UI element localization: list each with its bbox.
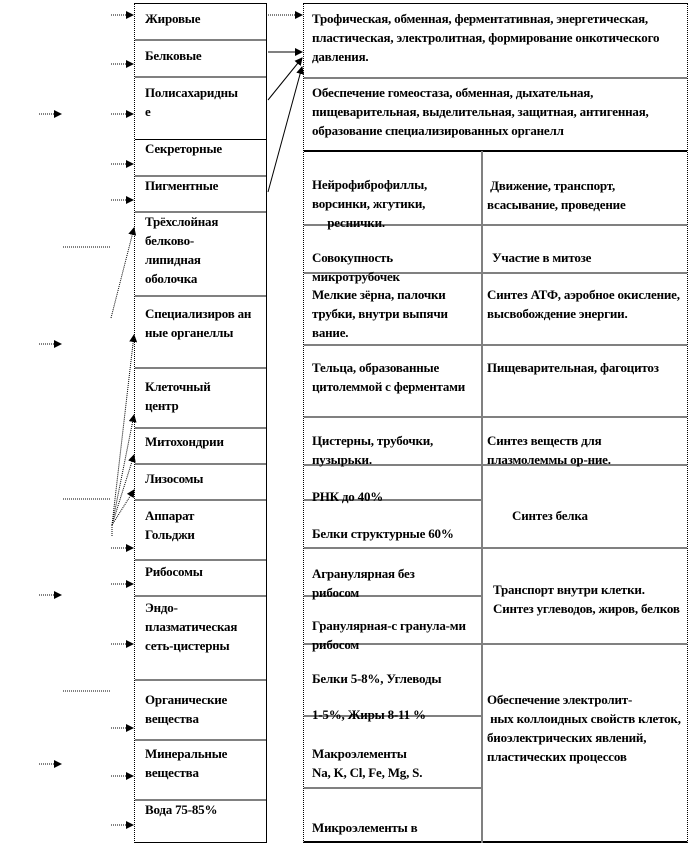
divider [304,77,687,79]
divider [304,787,482,789]
label-membrane: Трёхслойная белково-липидная оболочка [145,214,219,286]
arrow-icon [112,490,134,525]
divider [135,427,266,429]
divider [135,499,266,501]
divider [304,150,687,152]
label-ribosomes: Рибосомы [145,564,203,579]
ribosomes-function-text: Синтез белка [512,508,588,523]
inclusions-function-text: Трофическая, обменная, ферментативная, энергетическая, пластическая, электролитная, формирование онкотического давления. [312,11,660,64]
divider [135,595,266,597]
label-organic: Органические вещества [145,692,228,726]
label-secretory: Секреторные [145,141,222,156]
divider [304,344,687,346]
arrow-icon [268,58,302,100]
label-centrosome: Клеточный центр [145,379,211,413]
divider [304,416,687,418]
divider [135,739,266,741]
mitochondria-function-text: Синтез АТФ, аэробное окисление, высвобождение энергии. [487,287,680,321]
arrow-icon [112,455,134,525]
centrosome-function-text: Участие в митозе [489,250,592,265]
organic-composition-text: Белки 5-8%, Углеводы 1-5%, Жиры 8-11 % [312,671,442,722]
lysosomes-function-text: Пищеварительная, фагоцитоз [487,360,659,375]
label-pigment: Пигментные [145,178,219,193]
divider [135,679,266,681]
label-mitochondria: Митохондрии [145,434,224,449]
er-granular-text: Гранулярная-с гранула-ми рибосом [312,618,466,652]
divider [135,76,266,78]
membrane-function-text: Обеспечение гомеостаза, обменная, дыхательная, пищеварительная, выделительная, защитная, антигенная, образование специализированных органелл [312,85,649,138]
divider [135,559,266,561]
arrow-icon [112,415,134,525]
label-specialized: Специализиров анные органеллы [145,306,252,340]
label-mineral: Минеральные вещества [145,746,228,780]
specialized-structure-text: Нейрофиброфиллы, ворсинки, жгутики, реснички. [312,177,428,230]
divider [135,463,266,465]
golgi-structure-text: Цистерны, трубочки, пузырьки. [312,433,434,467]
column-divider [481,151,483,843]
label-golgi: Аппарат Гольджи [145,508,195,542]
lysosomes-structure-text: Тельца, образованные цитолеммой с ферментами [312,360,466,394]
substances-function-text: Обеспечение электролит- ных коллоидных свойств клеток, биоэлектрических явлений, пластических процессов [487,692,681,764]
divider [304,547,687,549]
microelements-text: Микроэлементы в [312,820,418,835]
golgi-function-text: Синтез веществ для плазмолеммы ор-ние. [487,433,611,467]
label-proteins: Белковые [145,48,202,63]
label-polysaccharides: Полисахаридны е [145,85,238,119]
centrosome-structure-text: Совокупность микротрубочек [312,250,400,284]
label-er: Эндо-плазматическая сеть-цистерны [145,600,238,653]
ribosomes-rna-text: РНК до 40% [312,489,384,504]
er-agranular-text: Агранулярная без рибосом [312,566,415,600]
er-function-text: Транспорт внутри клетки. Синтез углеводов, жиров, белков [493,582,680,616]
divider [135,367,266,369]
label-lysosomes: Лизосомы [145,471,204,486]
ribosomes-proteins-text: Белки структурные 60% [312,526,454,541]
specialized-function-text: Движение, транспорт, всасывание, проведение [487,178,626,212]
label-fats: Жировые [145,11,201,26]
divider [135,295,266,297]
label-water: Вода 75-85% [145,802,218,817]
divider [135,39,266,41]
arrow-icon [268,67,302,192]
arrow-icon [112,335,134,525]
macroelements-text: Макроэлементы Na, K, Cl, Fe, Mg, S. [312,746,423,780]
arrow-icon [111,228,134,318]
mitochondria-structure-text: Мелкие зёрна, палочки трубки, внутри выпячи вание. [312,287,448,340]
